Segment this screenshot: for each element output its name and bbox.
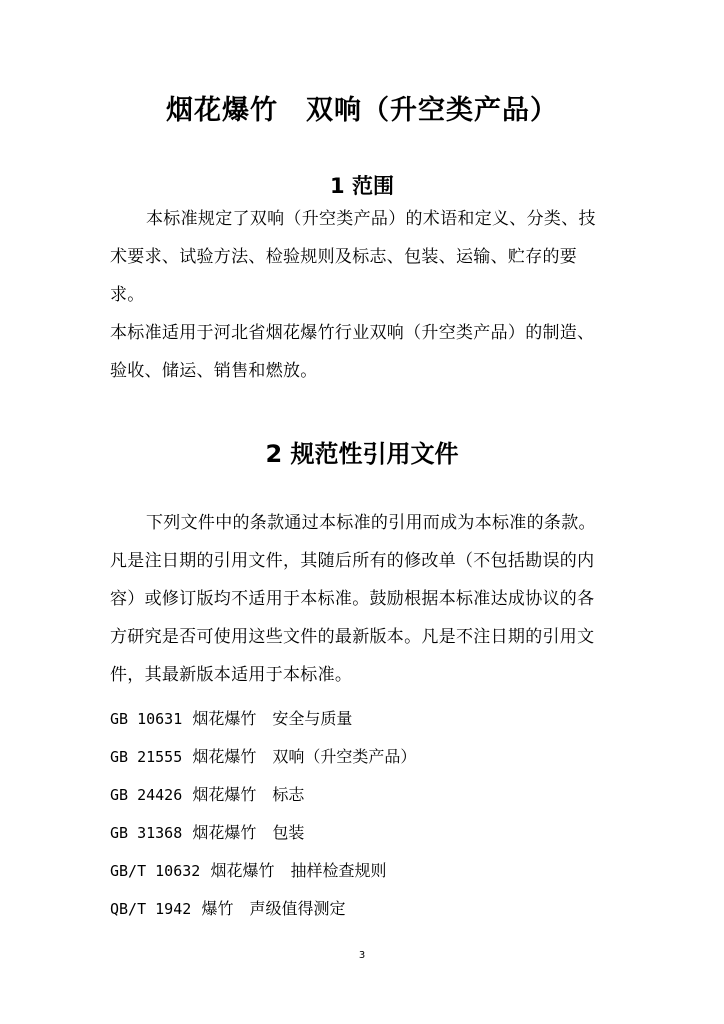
reference-item <box>110 814 416 852</box>
document-title: 烟花爆竹 双响（升空类产品） <box>166 95 558 126</box>
reference-title: 烟花爆竹 包装 <box>192 823 305 842</box>
scope-paragraph-2: 本标准适用于河北省烟花爆竹行业双响（升空类产品）的制造、验收、储运、销售和燃放。 <box>110 323 595 381</box>
reference-title: 爆竹 声级值得测定 <box>201 899 346 918</box>
reference-title: 烟花爆竹 抽样检查规则 <box>210 861 387 880</box>
reference-code: GB 10631 <box>110 710 183 728</box>
reference-code: GB/T 10632 <box>110 862 201 880</box>
reference-code: GB 21555 <box>110 748 183 766</box>
reference-title: 烟花爆竹 双响（升空类产品） <box>192 747 417 766</box>
section-heading-scope: 1 范围 <box>330 174 394 198</box>
reference-list <box>110 700 416 928</box>
page-number: 3 <box>358 950 366 961</box>
reference-code: QB/T 1942 <box>110 900 192 918</box>
references-intro-paragraph: 下列文件中的条款通过本标准的引用而成为本标准的条款。凡是注日期的引用文件，其随后所有的修改单（不包括勘误的内容）或修订版均不适用于本标准。鼓励根据本标准达成协议的各方研究是否可使用这些文件的最新版本。凡是不注日期的引用文件，其最新版本适用于本标准。 <box>110 513 596 685</box>
reference-item <box>110 776 416 814</box>
reference-item <box>110 700 416 738</box>
reference-code: GB 31368 <box>110 824 183 842</box>
reference-title: 烟花爆竹 安全与质量 <box>192 709 353 728</box>
reference-code: GB 24426 <box>110 786 183 804</box>
reference-item <box>110 738 416 776</box>
scope-paragraph-1: 本标准规定了双响（升空类产品）的术语和定义、分类、技术要求、试验方法、检验规则及标志、包装、运输、贮存的要求。 <box>110 209 596 305</box>
reference-item <box>110 852 416 890</box>
section-heading-normative-references: 2 规范性引用文件 <box>265 440 459 468</box>
reference-item <box>110 890 416 928</box>
reference-title: 烟花爆竹 标志 <box>192 785 305 804</box>
